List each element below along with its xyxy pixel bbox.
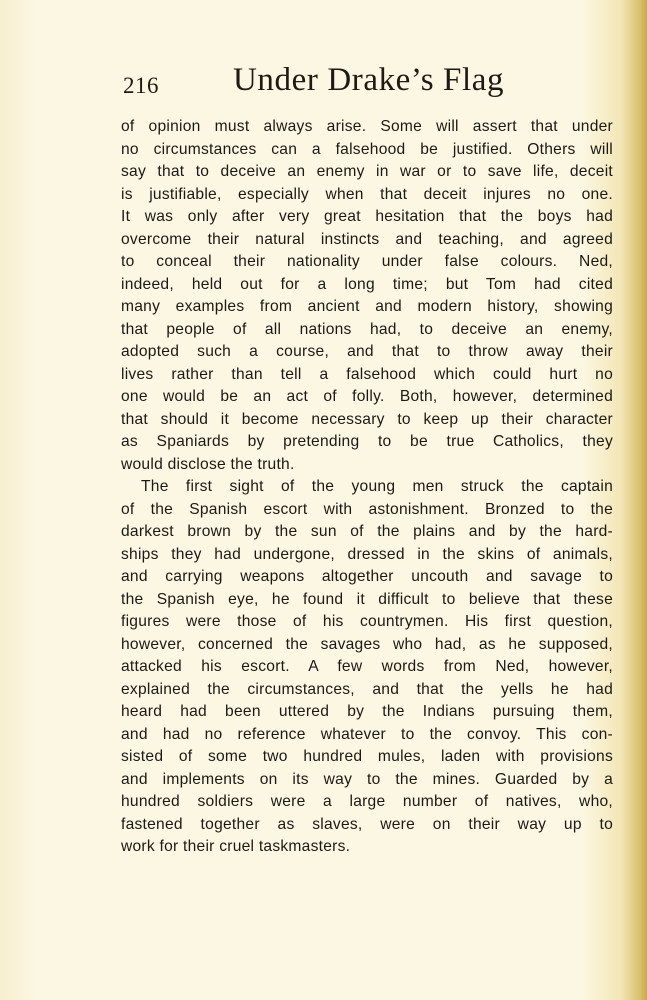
text-line: to conceal their nationality under false colours. Ned, [121, 253, 613, 270]
text-line: hundred soldiers were a large number of natives, who, [121, 793, 613, 810]
text-line: explained the circumstances, and that the yells he had [121, 680, 613, 698]
text-line: work for their cruel taskmasters. [121, 838, 351, 855]
text-line: fastened together as slaves, were on their way up to [121, 815, 613, 833]
text-line: indeed, held out for a long time; but Tom had cited [121, 275, 613, 293]
text-line: lives rather than tell a falsehood which could hurt no [121, 365, 613, 383]
text-line: of opinion must always arise. Some will assert that under [121, 118, 613, 135]
text-line: is justifiable, especially when that deceit injures no one. [121, 185, 613, 203]
text-line: overcome their natural instincts and teaching, and agreed [121, 230, 613, 248]
text-line: adopted such a course, and that to throw away their [121, 343, 613, 360]
text-line: heard had been uttered by the Indians pursuing them, [121, 703, 613, 720]
text-line: and carrying weapons altogether uncouth and savage to [121, 568, 613, 585]
text-line: figures were those of his countrymen. His first question, [121, 613, 613, 630]
text-line: ships they had undergone, dressed in the skins of animals, [121, 545, 613, 563]
text-line: would disclose the truth. [121, 455, 295, 473]
text-line: that should it become necessary to keep up their character [121, 410, 613, 428]
text-line: and had no reference whatever to the convoy. This con- [121, 725, 613, 743]
page-number: 216 [123, 73, 159, 98]
text-line: as Spaniards by pretending to be true Catholics, they [121, 433, 613, 450]
text-line: of the Spanish escort with astonishment. Bronzed to the [121, 500, 613, 518]
running-title: Under Drake’s Flag [233, 62, 505, 98]
text-line: many examples from ancient and modern history, showing [121, 298, 613, 315]
text-line: It was only after very great hesitation that the boys had [121, 208, 613, 225]
text-line: that people of all nations had, to deceive an enemy, [121, 320, 613, 338]
text-line: the Spanish eye, he found it difficult to believe that these [121, 590, 613, 608]
body-text [121, 116, 613, 859]
text-line: The first sight of the young men struck the captain [141, 478, 613, 495]
text-line: however, concerned the savages who had, as he supposed, [121, 635, 613, 653]
text-line: sisted of some two hundred mules, laden with provisions [121, 748, 613, 765]
text-line: say that to deceive an enemy in war or to save life, deceit [121, 163, 613, 180]
page-header [123, 56, 613, 106]
text-line: and implements on its way to the mines. Guarded by a [121, 770, 613, 788]
text-line: darkest brown by the sun of the plains and by the hard- [121, 523, 613, 540]
text-line: no circumstances can a falsehood be justified. Others will [121, 140, 613, 158]
text-line: attacked his escort. A few words from Ned, however, [121, 658, 613, 675]
text-line: one would be an act of folly. Both, however, determined [121, 388, 613, 405]
